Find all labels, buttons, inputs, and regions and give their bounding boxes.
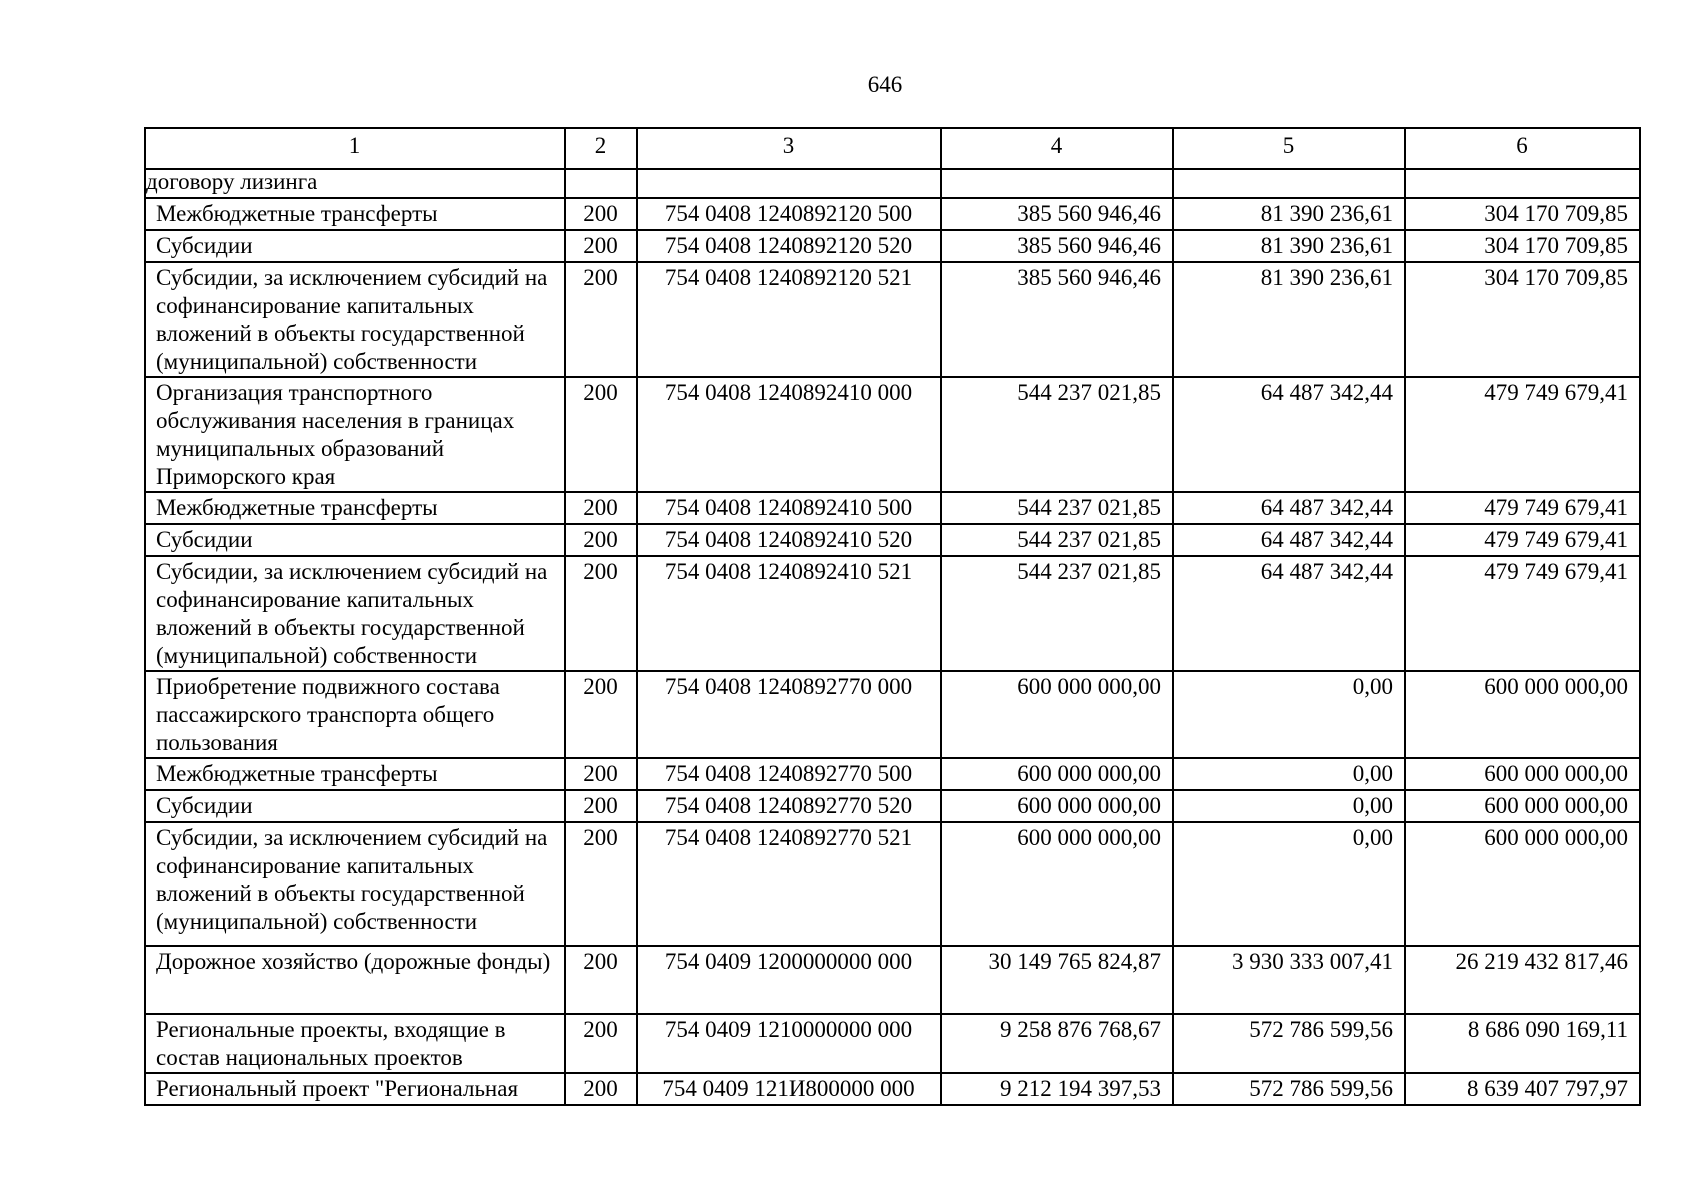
table-row <box>145 230 1640 262</box>
row-value-col6: 600 000 000,00 <box>1405 671 1640 758</box>
row-code: 754 0409 121И800000 000 <box>637 1073 941 1105</box>
column-header: 4 <box>941 128 1173 169</box>
table-row <box>145 758 1640 790</box>
table-row <box>145 822 1640 946</box>
row-value-col6: 600 000 000,00 <box>1405 790 1640 822</box>
column-header: 6 <box>1405 128 1640 169</box>
row-value-col4: 544 237 021,85 <box>941 524 1173 556</box>
table-row <box>145 524 1640 556</box>
row-value-col5: 81 390 236,61 <box>1173 230 1405 262</box>
row-value-col4 <box>941 169 1173 198</box>
row-code: 754 0409 1200000000 000 <box>637 946 941 1014</box>
row-name: Региональные проекты, входящие в состав национальных проектов <box>145 1014 565 1073</box>
table-body <box>145 169 1640 1105</box>
table-row <box>145 556 1640 671</box>
row-section: 200 <box>565 1073 637 1105</box>
row-value-col5: 0,00 <box>1173 671 1405 758</box>
row-value-col5 <box>1173 169 1405 198</box>
row-value-col4: 9 258 876 768,67 <box>941 1014 1173 1073</box>
table-row <box>145 198 1640 230</box>
table-row <box>145 262 1640 377</box>
table-row <box>145 671 1640 758</box>
row-value-col6: 479 749 679,41 <box>1405 524 1640 556</box>
row-section <box>565 169 637 198</box>
row-value-col6: 304 170 709,85 <box>1405 262 1640 377</box>
row-value-col5: 81 390 236,61 <box>1173 198 1405 230</box>
row-name: Региональный проект "Региональная <box>145 1073 565 1105</box>
row-name: Субсидии <box>145 230 565 262</box>
table-row <box>145 1073 1640 1105</box>
row-code: 754 0408 1240892770 000 <box>637 671 941 758</box>
table-header-row <box>145 128 1640 169</box>
row-name: Субсидии <box>145 790 565 822</box>
row-value-col5: 572 786 599,56 <box>1173 1014 1405 1073</box>
row-section: 200 <box>565 377 637 492</box>
row-value-col4: 385 560 946,46 <box>941 198 1173 230</box>
row-value-col6: 600 000 000,00 <box>1405 758 1640 790</box>
column-header: 1 <box>145 128 565 169</box>
row-code: 754 0409 1210000000 000 <box>637 1014 941 1073</box>
table-row <box>145 790 1640 822</box>
row-name: Субсидии, за исключением субсидий на софинансирование капитальных вложений в объекты государственной (муниципальной) собственности <box>145 556 565 671</box>
table-row <box>145 492 1640 524</box>
row-section: 200 <box>565 262 637 377</box>
row-value-col5: 572 786 599,56 <box>1173 1073 1405 1105</box>
row-value-col6 <box>1405 169 1640 198</box>
row-name: Межбюджетные трансферты <box>145 198 565 230</box>
page-number: 646 <box>867 72 903 97</box>
row-value-col6: 479 749 679,41 <box>1405 492 1640 524</box>
row-code: 754 0408 1240892120 500 <box>637 198 941 230</box>
row-value-col4: 385 560 946,46 <box>941 262 1173 377</box>
table-row <box>145 377 1640 492</box>
row-name: Приобретение подвижного состава пассажирского транспорта общего пользования <box>145 671 565 758</box>
row-value-col5: 81 390 236,61 <box>1173 262 1405 377</box>
row-name: договору лизинга <box>145 169 565 198</box>
row-section: 200 <box>565 671 637 758</box>
row-value-col4: 544 237 021,85 <box>941 377 1173 492</box>
row-value-col4: 544 237 021,85 <box>941 492 1173 524</box>
row-value-col4: 600 000 000,00 <box>941 671 1173 758</box>
row-section: 200 <box>565 556 637 671</box>
row-section: 200 <box>565 524 637 556</box>
row-name: Субсидии, за исключением субсидий на софинансирование капитальных вложений в объекты государственной (муниципальной) собственности <box>145 822 565 946</box>
row-value-col5: 0,00 <box>1173 758 1405 790</box>
table-row <box>145 169 1640 198</box>
row-value-col6: 479 749 679,41 <box>1405 556 1640 671</box>
row-value-col5: 0,00 <box>1173 790 1405 822</box>
row-value-col4: 544 237 021,85 <box>941 556 1173 671</box>
row-value-col6: 26 219 432 817,46 <box>1405 946 1640 1014</box>
row-code: 754 0408 1240892770 521 <box>637 822 941 946</box>
row-value-col4: 9 212 194 397,53 <box>941 1073 1173 1105</box>
row-value-col5: 64 487 342,44 <box>1173 524 1405 556</box>
row-value-col6: 304 170 709,85 <box>1405 230 1640 262</box>
row-section: 200 <box>565 230 637 262</box>
row-value-col4: 600 000 000,00 <box>941 790 1173 822</box>
budget-table <box>144 127 1641 1106</box>
row-code: 754 0408 1240892770 520 <box>637 790 941 822</box>
row-value-col5: 64 487 342,44 <box>1173 492 1405 524</box>
row-value-col4: 30 149 765 824,87 <box>941 946 1173 1014</box>
row-name: Субсидии <box>145 524 565 556</box>
column-header: 3 <box>637 128 941 169</box>
row-section: 200 <box>565 758 637 790</box>
column-header: 2 <box>565 128 637 169</box>
row-name: Дорожное хозяйство (дорожные фонды) <box>145 946 565 1014</box>
row-name: Межбюджетные трансферты <box>145 758 565 790</box>
row-value-col4: 385 560 946,46 <box>941 230 1173 262</box>
row-code: 754 0408 1240892410 500 <box>637 492 941 524</box>
row-value-col5: 64 487 342,44 <box>1173 377 1405 492</box>
row-name: Межбюджетные трансферты <box>145 492 565 524</box>
table-row <box>145 946 1640 1014</box>
row-name: Субсидии, за исключением субсидий на софинансирование капитальных вложений в объекты государственной (муниципальной) собственности <box>145 262 565 377</box>
row-value-col5: 64 487 342,44 <box>1173 556 1405 671</box>
row-value-col6: 8 686 090 169,11 <box>1405 1014 1640 1073</box>
row-value-col4: 600 000 000,00 <box>941 758 1173 790</box>
row-section: 200 <box>565 946 637 1014</box>
row-section: 200 <box>565 492 637 524</box>
row-value-col4: 600 000 000,00 <box>941 822 1173 946</box>
row-value-col6: 304 170 709,85 <box>1405 198 1640 230</box>
row-code: 754 0408 1240892410 000 <box>637 377 941 492</box>
row-name: Организация транспортного обслуживания населения в границах муниципальных образований Приморского края <box>145 377 565 492</box>
row-section: 200 <box>565 790 637 822</box>
row-value-col5: 0,00 <box>1173 822 1405 946</box>
column-header: 5 <box>1173 128 1405 169</box>
row-code: 754 0408 1240892120 521 <box>637 262 941 377</box>
row-code: 754 0408 1240892410 521 <box>637 556 941 671</box>
row-value-col6: 479 749 679,41 <box>1405 377 1640 492</box>
row-value-col6: 600 000 000,00 <box>1405 822 1640 946</box>
row-code: 754 0408 1240892120 520 <box>637 230 941 262</box>
row-value-col6: 8 639 407 797,97 <box>1405 1073 1640 1105</box>
row-value-col5: 3 930 333 007,41 <box>1173 946 1405 1014</box>
row-section: 200 <box>565 1014 637 1073</box>
row-section: 200 <box>565 198 637 230</box>
table-row <box>145 1014 1640 1073</box>
row-code <box>637 169 941 198</box>
row-code: 754 0408 1240892410 520 <box>637 524 941 556</box>
row-code: 754 0408 1240892770 500 <box>637 758 941 790</box>
row-section: 200 <box>565 822 637 946</box>
